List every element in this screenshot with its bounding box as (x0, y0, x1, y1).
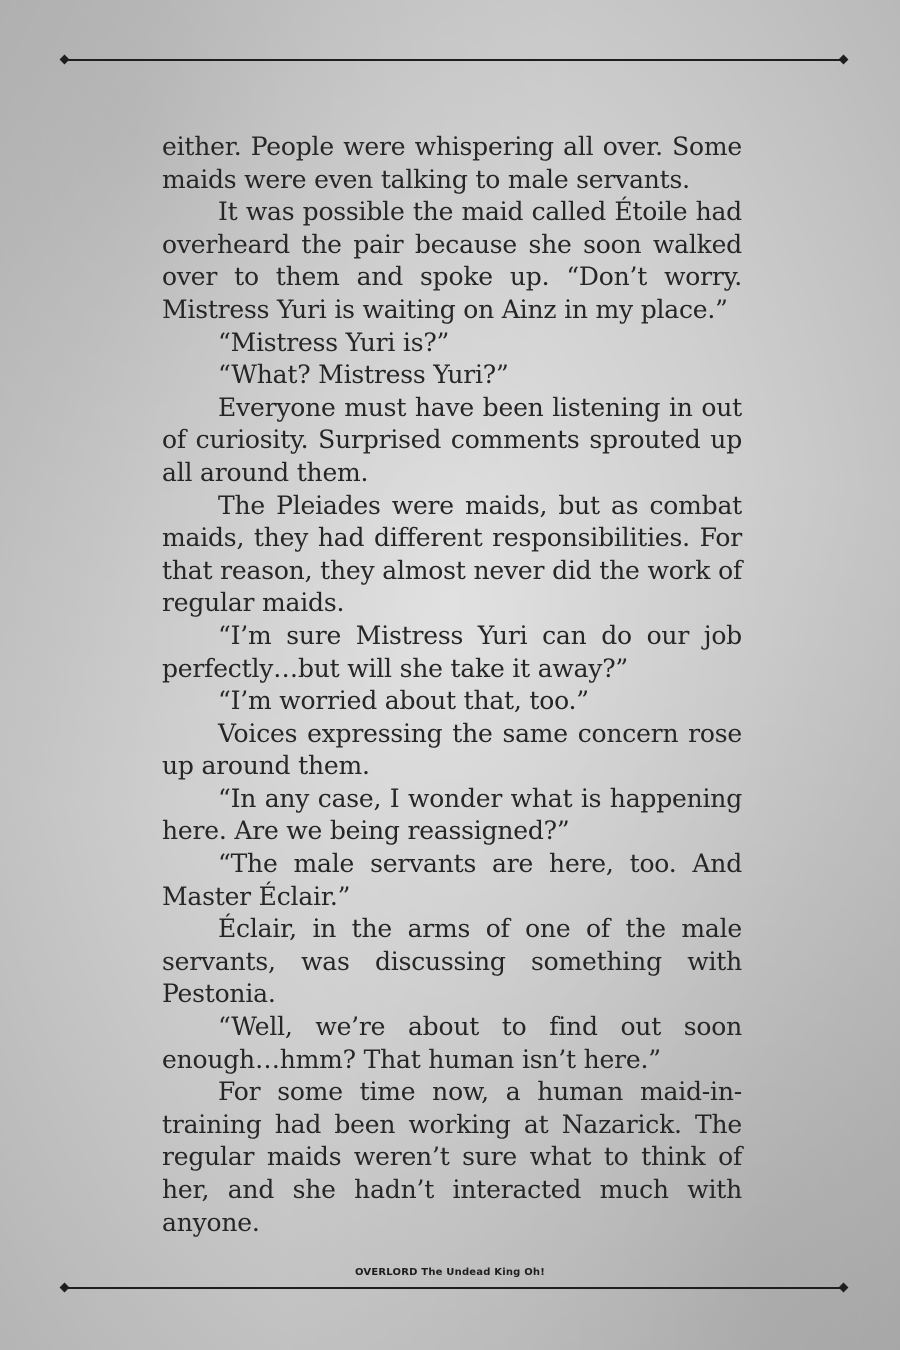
body-text (162, 131, 742, 1239)
paragraph-2: It was possible the maid called Étoile had overheard the pair because she soon walked over to them and spoke up. “Don’t worry. Mistress Yuri is waiting on Ainz in my place.” (162, 197, 742, 324)
paragraph-3: “Mistress Yuri is?” (218, 327, 450, 357)
paragraph-6: The Pleiades were maids, but as combat maids, they had different responsibilities. For that reason, they almost never did the work of regular maids. (162, 490, 742, 618)
paragraph-13: “Well, we’re about to find out soon enough…hmm? That human isn’t here.” (162, 1012, 742, 1074)
paragraph-8: “I’m worried about that, too.” (218, 686, 589, 716)
paragraph-1: either. People were whispering all over. Some maids were even talking to male servants. (162, 132, 742, 194)
top-divider (60, 55, 848, 65)
top-divider-right-ornament (839, 55, 849, 65)
top-divider-line (68, 59, 840, 61)
bottom-divider-line (68, 1287, 840, 1289)
bottom-divider-left-ornament (60, 1283, 70, 1293)
paragraph-7: “I’m sure Mistress Yuri can do our job perfectly…but will she take it away?” (162, 620, 742, 683)
paragraph-9: Voices expressing the same concern rose up around them. (162, 718, 742, 781)
bottom-divider (60, 1283, 848, 1293)
paragraph-4: “What? Mistress Yuri?” (218, 360, 509, 390)
running-footer: OVERLORD The Undead King Oh! (355, 1267, 545, 1278)
paragraph-5: Everyone must have been listening in out of curiosity. Surprised comments sprouted up all around them. (162, 392, 742, 487)
paragraph-11: “The male servants are here, too. And Master Éclair.” (162, 849, 742, 911)
paragraph-12: Éclair, in the arms of one of the male servants, was discussing something with Pestonia. (162, 914, 742, 1009)
paragraph-10: “In any case, I wonder what is happening here. Are we being reassigned?” (162, 783, 742, 846)
top-divider-left-ornament (60, 55, 70, 65)
paragraph-14: For some time now, a human maid-in-training had been working at Nazarick. The regular maids weren’t sure what to think of her, and she hadn’t interacted much with anyone. (162, 1077, 742, 1237)
bottom-divider-right-ornament (839, 1283, 849, 1293)
